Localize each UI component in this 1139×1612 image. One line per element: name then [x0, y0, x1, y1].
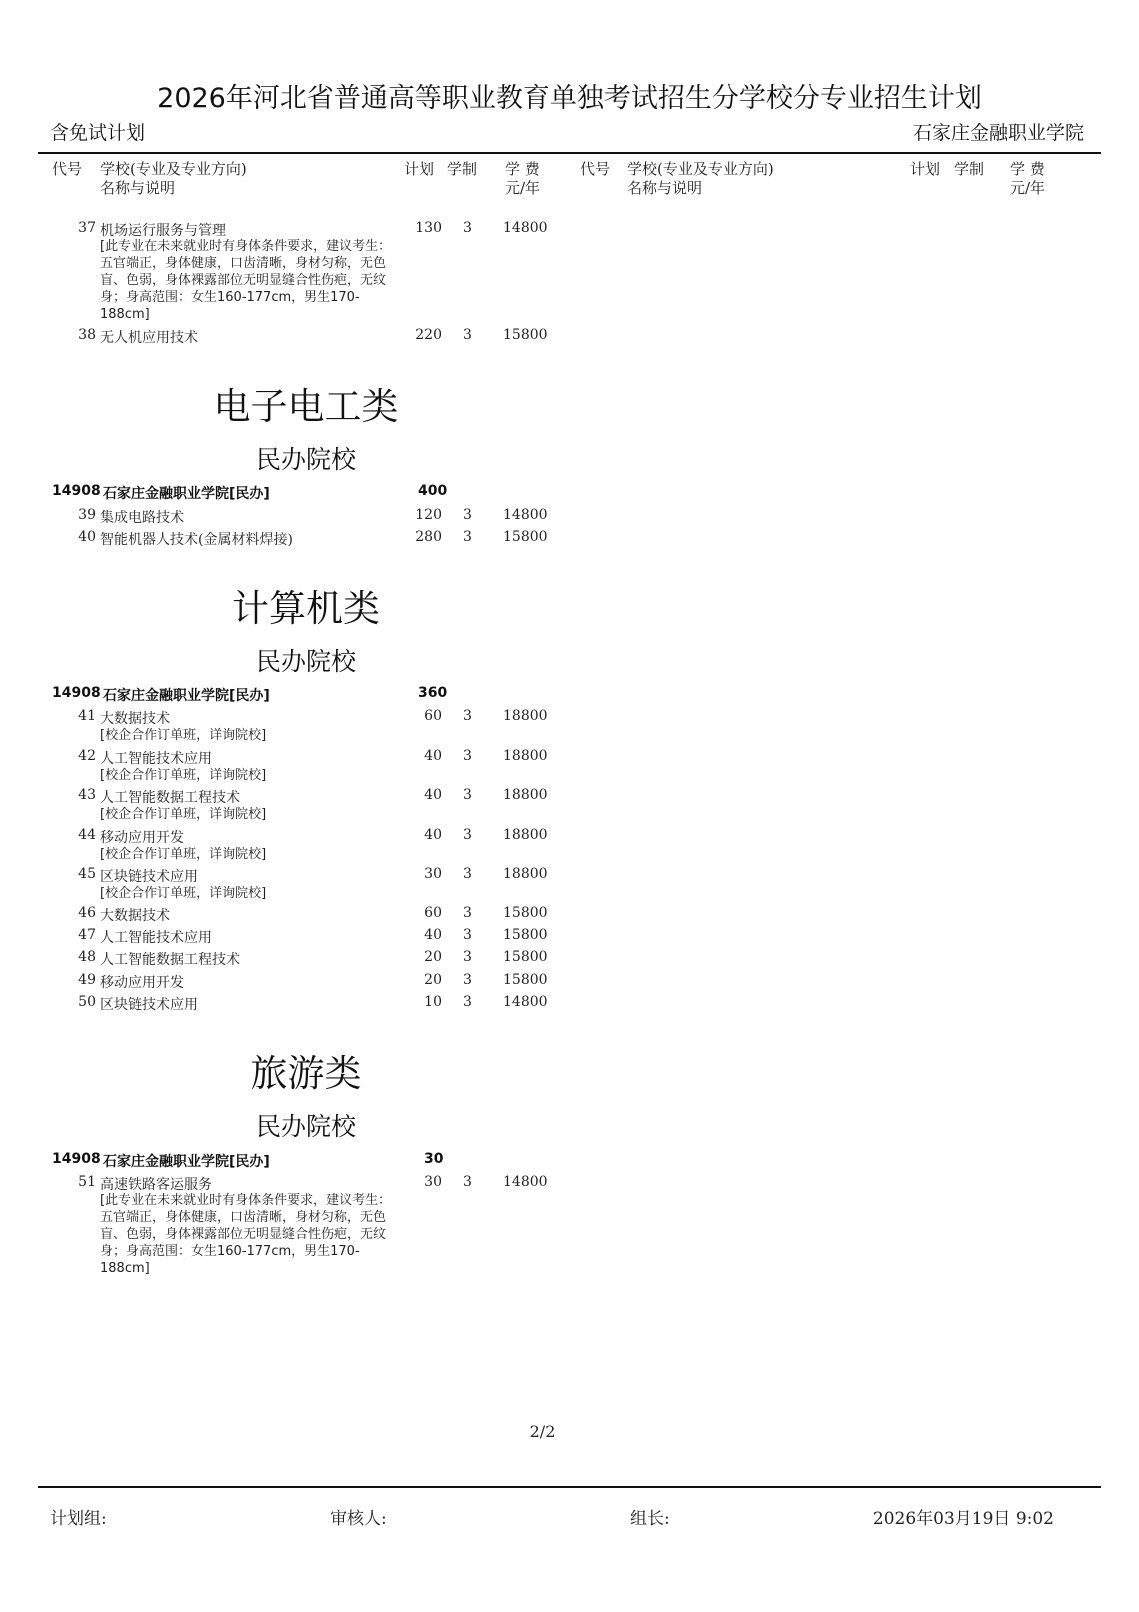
major-note: [此专业在未来就业时有身体条件要求，建议考生：五官端正，身体健康，口齿清晰，身材匀称，无色盲、色弱，身体裸露部位无明显缝合性伤疤，无纹身；身高范围：女生160-177cm，男生170-188cm]	[100, 239, 392, 322]
header-fee-line2: 元/年	[1010, 179, 1046, 197]
major-plan: 20	[424, 972, 442, 988]
school-type-heading: 民办院校	[255, 647, 356, 676]
page-number: 2/2	[529, 1422, 556, 1441]
major-fee: 15800	[503, 905, 548, 921]
major-name: 区块链技术应用	[100, 869, 198, 885]
major-fee: 18800	[503, 827, 548, 843]
header-plan: 计划	[910, 160, 941, 178]
major-years: 3	[463, 708, 472, 724]
major-fee: 15800	[503, 949, 548, 965]
major-years: 3	[463, 994, 472, 1010]
major-fee: 18800	[503, 748, 548, 764]
major-years: 3	[463, 748, 472, 764]
major-name: 区块链技术应用	[100, 997, 198, 1013]
major-note: [此专业在未来就业时有身体条件要求，建议考生：五官端正，身体健康，口齿清晰，身材匀称，无色盲、色弱，身体裸露部位无明显缝合性伤疤，无纹身；身高范围：女生160-177cm，男生170-188cm]	[100, 1193, 392, 1276]
major-years: 3	[463, 787, 472, 803]
school-total: 360	[418, 685, 448, 701]
major-plan: 280	[415, 529, 442, 545]
major-note: [校企合作订单班，详询院校]	[100, 807, 267, 822]
school-total: 30	[424, 1151, 444, 1167]
header-code: 代号	[52, 160, 83, 178]
school-name: 石家庄金融职业学院[民办]	[103, 1154, 270, 1170]
category-heading: 电子电工类	[213, 385, 399, 428]
major-number: 45	[78, 866, 96, 882]
major-name: 人工智能数据工程技术	[100, 952, 240, 968]
header-fee-line2: 元/年	[505, 179, 541, 197]
header-years: 学制	[447, 160, 478, 178]
major-fee: 14800	[503, 220, 548, 236]
major-plan: 10	[424, 994, 442, 1010]
footer-datetime: 2026年03月19日 9:02	[872, 1509, 1054, 1529]
major-name: 人工智能数据工程技术	[100, 790, 240, 806]
major-number: 49	[78, 972, 96, 988]
major-fee: 18800	[503, 866, 548, 882]
footer-leader: 组长:	[630, 1509, 670, 1529]
header-fee-line1: 学 费	[505, 160, 540, 178]
major-years: 3	[463, 905, 472, 921]
major-name: 智能机器人技术(金属材料焊接)	[100, 532, 293, 548]
major-fee: 15800	[503, 972, 548, 988]
major-number: 50	[78, 994, 96, 1010]
major-fee: 14800	[503, 1174, 548, 1190]
major-name: 高速铁路客运服务	[100, 1177, 212, 1193]
footer-divider	[38, 1486, 1101, 1488]
school-name: 石家庄金融职业学院[民办]	[103, 688, 270, 704]
major-name: 人工智能技术应用	[100, 751, 212, 767]
school-name: 石家庄金融职业学院[民办]	[103, 486, 270, 502]
header-divider	[38, 152, 1101, 154]
major-plan: 30	[424, 866, 442, 882]
major-note: [校企合作订单班，详询院校]	[100, 886, 267, 901]
major-number: 38	[78, 327, 96, 343]
major-plan: 40	[424, 787, 442, 803]
header-name-line2: 名称与说明	[100, 179, 176, 197]
footer-reviewer: 审核人:	[330, 1509, 387, 1529]
header-years: 学制	[954, 160, 985, 178]
major-years: 3	[463, 507, 472, 523]
major-fee: 18800	[503, 787, 548, 803]
header-name-line1: 学校(专业及专业方向)	[627, 160, 774, 178]
header-code: 代号	[580, 160, 611, 178]
major-plan: 40	[424, 748, 442, 764]
major-name: 大数据技术	[100, 908, 170, 924]
major-years: 3	[463, 949, 472, 965]
major-number: 46	[78, 905, 96, 921]
major-years: 3	[463, 220, 472, 236]
school-code: 14908	[52, 483, 101, 499]
major-name: 机场运行服务与管理	[100, 223, 226, 239]
major-plan: 20	[424, 949, 442, 965]
school-total: 400	[418, 483, 448, 499]
major-plan: 130	[415, 220, 442, 236]
major-years: 3	[463, 529, 472, 545]
major-number: 42	[78, 748, 96, 764]
major-years: 3	[463, 866, 472, 882]
header-name-line1: 学校(专业及专业方向)	[100, 160, 247, 178]
major-note: [校企合作订单班，详询院校]	[100, 847, 267, 862]
major-fee: 14800	[503, 507, 548, 523]
header-fee-line1: 学 费	[1010, 160, 1045, 178]
major-plan: 40	[424, 927, 442, 943]
major-number: 40	[78, 529, 96, 545]
major-plan: 220	[415, 327, 442, 343]
major-years: 3	[463, 972, 472, 988]
major-years: 3	[463, 1174, 472, 1190]
major-name: 人工智能技术应用	[100, 930, 212, 946]
category-heading: 旅游类	[250, 1052, 362, 1095]
major-number: 41	[78, 708, 96, 724]
major-fee: 15800	[503, 927, 548, 943]
major-fee: 18800	[503, 708, 548, 724]
major-years: 3	[463, 327, 472, 343]
school-code: 14908	[52, 1151, 101, 1167]
major-plan: 60	[424, 708, 442, 724]
major-note: [校企合作订单班，详询院校]	[100, 768, 267, 783]
category-heading: 计算机类	[232, 587, 380, 630]
major-name: 集成电路技术	[100, 510, 184, 526]
major-note: [校企合作订单班，详询院校]	[100, 728, 267, 743]
major-plan: 40	[424, 827, 442, 843]
major-number: 43	[78, 787, 96, 803]
major-number: 37	[78, 220, 96, 236]
header-plan: 计划	[404, 160, 435, 178]
major-years: 3	[463, 827, 472, 843]
major-number: 48	[78, 949, 96, 965]
school-type-heading: 民办院校	[255, 1112, 356, 1141]
major-fee: 14800	[503, 994, 548, 1010]
major-plan: 60	[424, 905, 442, 921]
school-name-header: 石家庄金融职业学院	[912, 122, 1084, 144]
major-plan: 120	[415, 507, 442, 523]
major-number: 51	[78, 1174, 96, 1190]
major-name: 无人机应用技术	[100, 330, 198, 346]
header-name-line2: 名称与说明	[627, 179, 703, 197]
major-name: 移动应用开发	[100, 830, 184, 846]
major-fee: 15800	[503, 529, 548, 545]
plan-scope-label: 含免试计划	[50, 122, 146, 144]
major-number: 44	[78, 827, 96, 843]
major-name: 大数据技术	[100, 711, 170, 727]
footer-plan-group: 计划组:	[50, 1509, 107, 1529]
document-title: 2026年河北省普通高等职业教育单独考试招生分学校分专业招生计划	[157, 83, 982, 114]
major-fee: 15800	[503, 327, 548, 343]
school-type-heading: 民办院校	[255, 445, 356, 474]
major-plan: 30	[424, 1174, 442, 1190]
major-years: 3	[463, 927, 472, 943]
school-code: 14908	[52, 685, 101, 701]
major-name: 移动应用开发	[100, 975, 184, 991]
major-number: 39	[78, 507, 96, 523]
major-number: 47	[78, 927, 96, 943]
